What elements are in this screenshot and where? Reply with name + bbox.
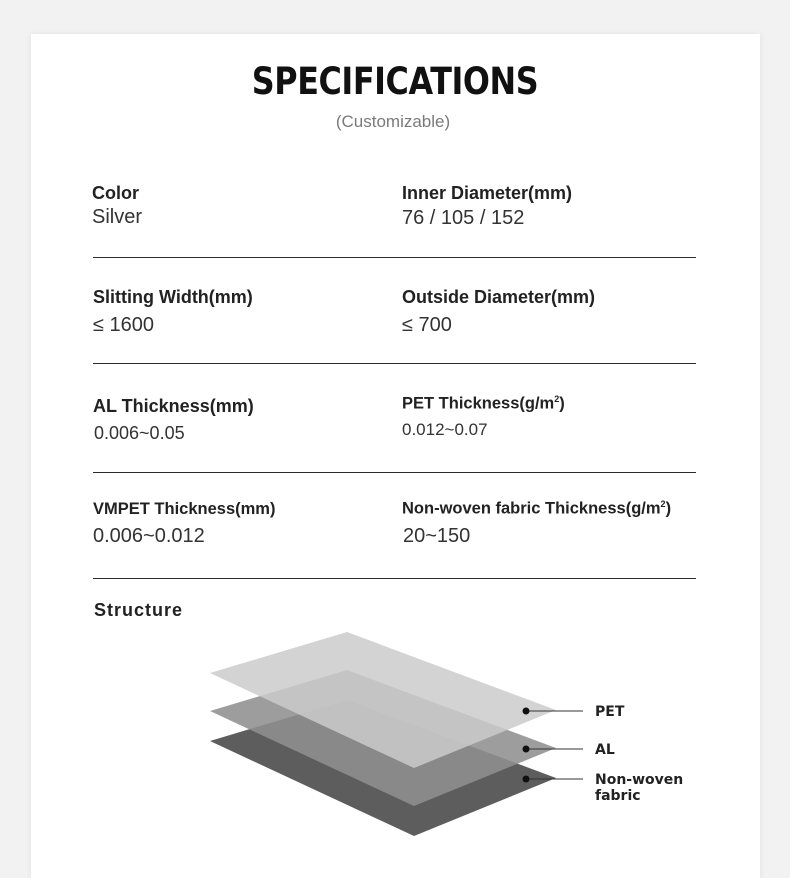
spec-value: Silver <box>92 206 143 228</box>
al-label: AL <box>595 742 615 758</box>
pet-label: PET <box>595 704 625 720</box>
spec-label: PET $Thickness(g/m^2)$ <box>402 394 565 413</box>
spec-label: Non-woven fabric $Thickness(g/m^2)$ <box>402 499 672 518</box>
spec-label: Outside Diameter(mm) <box>402 287 596 307</box>
spec-value: 20~150 <box>403 524 471 547</box>
spec-label: VMPET Thickness(mm) <box>93 500 276 518</box>
spec-value: ≤ 1600 <box>93 314 155 336</box>
nonwoven-label: Non-woven <box>595 772 684 788</box>
page-subtitle: (Customizable) <box>335 112 451 131</box>
spec-label: Inner Diameter(mm) <box>402 183 573 203</box>
spec-label: Slitting Width(mm) <box>93 287 253 307</box>
structure-heading: Structure <box>94 600 184 620</box>
spec-label: AL Thickness(mm) <box>93 396 254 416</box>
spec-label: Color <box>92 183 139 203</box>
nonwoven-label-line2: fabric <box>595 788 641 804</box>
spec-value: 76 / 105 / 152 <box>402 207 525 229</box>
page-title: SPECIFICATIONS <box>251 60 539 103</box>
spec-value: 0.006~0.05 <box>94 423 185 443</box>
spec-value: 0.012~0.07 <box>402 419 488 439</box>
spec-value: 0.006~0.012 <box>93 525 205 547</box>
spec-value: ≤ 700 <box>402 314 452 336</box>
